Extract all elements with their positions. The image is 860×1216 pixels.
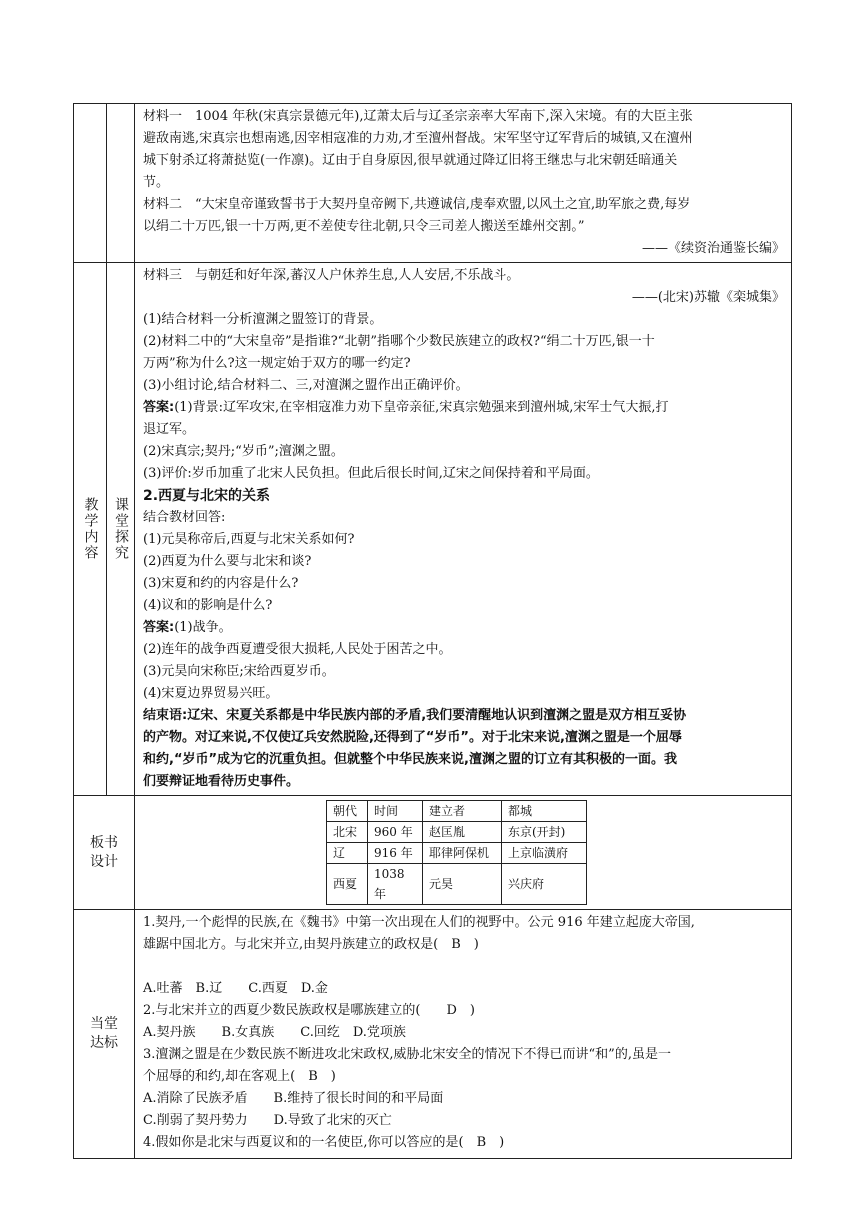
answer-two-label: 答案:	[143, 620, 175, 635]
quiz-line: C.削弱了契丹势力 D.导致了北宋的灭亡	[143, 1113, 392, 1128]
lesson-plan-table	[73, 103, 792, 1159]
quiz-line: A.吐蕃 B.辽 C.西夏 D.金	[143, 981, 328, 996]
header-cell: 朝代	[327, 801, 368, 822]
table-cell: 耶律阿保机	[423, 843, 502, 864]
quiz-label-text: 当堂达标	[89, 1016, 118, 1051]
table-cell: 东京(开封)	[502, 822, 587, 843]
question-line: (1)结合材料一分析澶渊之盟签订的背景。	[143, 312, 383, 327]
answer-line: (2)宋真宗;契丹;“岁币”;澶渊之盟。	[143, 444, 344, 459]
board-design-row	[74, 796, 792, 910]
dynasty-table	[326, 800, 587, 905]
teaching-content-label	[74, 263, 107, 796]
table-cell: 元昊	[423, 864, 502, 905]
section-two-line: (4)议和的影响是什么?	[143, 598, 273, 613]
table-cell: 辽	[327, 843, 368, 864]
material-two-line: 以绢二十万匹,银一十万两,更不差使专往北朝,只令三司差人搬送至雄州交割。”	[143, 219, 585, 234]
conclusion-line: 们要辩证地看待历史事件。	[143, 774, 300, 789]
question-line: (2)材料二中的“大宋皇帝”是指谁?“北朝”指哪个少数民族建立的政权?“绢二十万匹,银一十	[143, 334, 655, 349]
quiz-line: 个屈辱的和约,却在客观上( B )	[143, 1069, 336, 1084]
classroom-inquiry-label-text: 课堂探究	[113, 497, 129, 561]
material-one-line: 材料一 1004 年秋(宋真宗景德元年),辽萧太后与辽圣宗亲率大军南下,深入宋境。有的大臣主张	[143, 109, 693, 124]
section-two-line: (1)元昊称帝后,西夏与北宋关系如何?	[143, 532, 355, 547]
table-cell: 960 年	[368, 822, 423, 843]
lesson-plan-page	[73, 103, 792, 1159]
empty-sublabel-cell	[107, 104, 135, 263]
header-cell: 都城	[502, 801, 587, 822]
teaching-content-label-text: 教学内容	[82, 497, 99, 561]
material-two-source: ——《续资治通鉴长编》	[641, 241, 785, 256]
dynasty-table-header	[327, 801, 587, 822]
conclusion-line: 结束语:辽宋、宋夏关系都是中华民族内部的矛盾,我们要清醒地认识到澶渊之盟是双方相互妥协	[143, 708, 687, 723]
material-one-line: 避敌南逃,宋真宗也想南逃,因宰相寇准的力劝,才至澶州督战。宋军坚守辽军背后的城镇,又在澶州	[143, 131, 693, 146]
material-three-source: ——(北宋)苏辙《栾城集》	[631, 290, 785, 305]
table-cell: 西夏	[327, 864, 368, 905]
header-cell: 建立者	[423, 801, 502, 822]
quiz-row	[74, 910, 792, 1159]
header-cell: 时间	[368, 801, 423, 822]
quiz-line: 2.与北宋并立的西夏少数民族政权是哪族建立的( D )	[143, 1003, 475, 1018]
quiz-line: 4.假如你是北宋与西夏议和的一名使臣,你可以答应的是( B )	[143, 1135, 505, 1150]
teaching-content-cell	[135, 263, 792, 796]
board-design-label	[74, 796, 135, 910]
answer-two-line	[143, 617, 785, 639]
answer-label: 答案:	[143, 400, 175, 415]
table-cell: 北宋	[327, 822, 368, 843]
materials-cell	[135, 104, 792, 263]
material-one-line: 城下射杀辽将萧挞览(一作凛)。辽由于自身原因,很早就通过降辽旧将王继忠与北宋朝廷暗通关	[143, 153, 678, 168]
quiz-line: A.消除了民族矛盾 B.维持了很长时间的和平局面	[143, 1091, 444, 1106]
quiz-blank-line	[143, 956, 785, 978]
teaching-content-row	[74, 263, 792, 796]
table-cell: 916 年	[368, 843, 423, 864]
classroom-inquiry-label	[107, 263, 135, 796]
quiz-line: 3.澶渊之盟是在少数民族不断进攻北宋政权,威胁北宋安全的情况下不得已而讲“和”的,虽是一	[143, 1047, 671, 1062]
conclusion-line: 的产物。对辽来说,不仅使辽兵安然脱险,还得到了“岁币”。对于北宋来说,澶渊之盟是一个屈辱	[143, 730, 682, 745]
answer-two-line: (3)元昊向宋称臣;宋给西夏岁币。	[143, 664, 335, 679]
question-line: 万两”称为什么?这一规定始于双方的哪一约定?	[143, 356, 411, 371]
quiz-line: 雄踞中国北方。与北宋并立,由契丹族建立的政权是( B )	[143, 937, 479, 952]
table-cell: 1038 年	[368, 864, 423, 905]
quiz-cell	[135, 910, 792, 1159]
answer-two-text: (1)战争。	[174, 620, 232, 635]
table-row	[327, 822, 587, 843]
table-cell: 赵匡胤	[423, 822, 502, 843]
material-three-text: 材料三 与朝廷和好年深,蕃汉人户休养生息,人人安居,不乐战斗。	[143, 268, 520, 283]
section-two-line: (2)西夏为什么要与北宋和谈?	[143, 554, 312, 569]
board-design-label-text: 板书设计	[89, 834, 118, 870]
table-row	[327, 864, 587, 905]
table-cell: 兴庆府	[502, 864, 587, 905]
answer-line	[143, 397, 785, 419]
table-cell: 上京临潢府	[502, 843, 587, 864]
empty-label-cell	[74, 104, 107, 263]
quiz-line: A.契丹族 B.女真族 C.回纥 D.党项族	[143, 1025, 406, 1040]
conclusion-line: 和约,“岁币”成为它的沉重负担。但就整个中华民族来说,澶渊之盟的订立有其积极的一面。我	[143, 752, 677, 767]
materials-row	[74, 104, 792, 263]
quiz-line: 1.契丹,一个彪悍的民族,在《魏书》中第一次出现在人们的视野中。公元 916 年建立起庞大帝国,	[143, 915, 695, 930]
answer-line: 退辽军。	[143, 422, 196, 437]
board-design-cell	[135, 796, 792, 910]
section-two-line: 结合教材回答:	[143, 510, 226, 525]
section-two-line: (3)宋夏和约的内容是什么?	[143, 576, 299, 591]
answer-text: (1)背景:辽军攻宋,在宰相寇准力劝下皇帝亲征,宋真宗勉强来到澶州城,宋军士气大振,打	[174, 400, 669, 415]
answer-two-line: (4)宋夏边界贸易兴旺。	[143, 686, 279, 701]
answer-line: (3)评价:岁币加重了北宋人民负担。但此后很长时间,辽宋之间保持着和平局面。	[143, 466, 599, 481]
material-two-line: 材料二 “大宋皇帝谨致誓书于大契丹皇帝阙下,共遵诚信,虔奉欢盟,以风土之宜,助军旅之费,每岁	[143, 197, 691, 212]
section-two-title: 2.西夏与北宋的关系	[143, 488, 271, 504]
material-one-line: 节。	[143, 175, 170, 190]
quiz-label	[74, 910, 135, 1159]
answer-two-line: (2)连年的战争西夏遭受很大损耗,人民处于困苦之中。	[143, 642, 452, 657]
table-row	[327, 843, 587, 864]
question-line: (3)小组讨论,结合材料二、三,对澶渊之盟作出正确评价。	[143, 378, 469, 393]
